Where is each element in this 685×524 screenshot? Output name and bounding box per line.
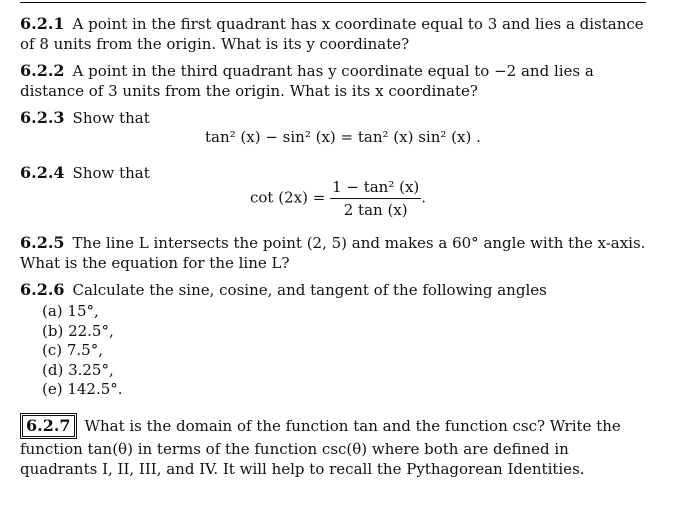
equation-6-2-4: cot (2x) = $\frac{\text{1 − tan² (x)}}{2 \tan (x)}$ .	[250, 178, 427, 219]
problem-text: The line L intersects the point (2, 5) and makes a 60° angle with the x-axis. What is the equation for the line L?	[20, 234, 646, 272]
list-item: (e) 142.5°.	[42, 380, 123, 398]
problem-text: Calculate the sine, cosine, and tangent of the following angles	[72, 281, 547, 299]
problem-number: 6.2.1	[20, 14, 65, 33]
problem-6-2-5	[20, 233, 646, 273]
top-rule	[20, 2, 646, 3]
problem-text: A point in the first quadrant has x coordinate equal to 3 and lies a distance of 8 units from the origin. What is its y coordinate?	[20, 15, 644, 53]
problem-number: 6.2.4	[20, 163, 65, 182]
problem-6-2-1	[20, 14, 646, 54]
problem-text: A point in the third quadrant has y coordinate equal to −2 and lies a distance of 3 units from the origin. What is its x coordinate?	[20, 62, 594, 100]
angle-list	[42, 302, 123, 400]
fraction	[330, 178, 421, 219]
list-item: (c) 7.5°,	[42, 341, 103, 359]
problem-6-2-2	[20, 61, 646, 101]
fraction-denominator: 2 tan (x)	[343, 201, 408, 219]
equation-6-2-3: tan² (x) − sin² (x) = tan² (x) sin² (x) .	[205, 128, 481, 146]
problem-text: What is the domain of the function tan and the function csc? Write the function tan(θ) in terms of the function csc(θ) where both are defined in quadrants I, II, III, and IV. It will help to recall the Pythagorean Identities.	[20, 417, 621, 478]
list-item: (d) 3.25°,	[42, 360, 114, 379]
problem-6-2-6	[20, 280, 646, 300]
fraction-numerator: 1 − tan² (x)	[330, 178, 421, 199]
problem-number: 6.2.6	[20, 280, 65, 299]
problem-number: 6.2.3	[20, 108, 65, 127]
problem-number: 6.2.2	[20, 61, 65, 80]
list-item: (b) 22.5°,	[42, 321, 114, 340]
problem-text: Show that	[72, 164, 150, 182]
problem-number: 6.2.5	[20, 233, 65, 252]
boxed-number	[20, 413, 77, 439]
problem-number: 6.2.7	[22, 415, 75, 437]
equation-lhs: cot (2x) =	[250, 188, 326, 207]
problem-6-2-3	[20, 108, 646, 128]
problem-text: Show that	[72, 109, 150, 127]
problem-6-2-7	[20, 413, 646, 479]
list-item: (a) 15°,	[42, 302, 99, 320]
